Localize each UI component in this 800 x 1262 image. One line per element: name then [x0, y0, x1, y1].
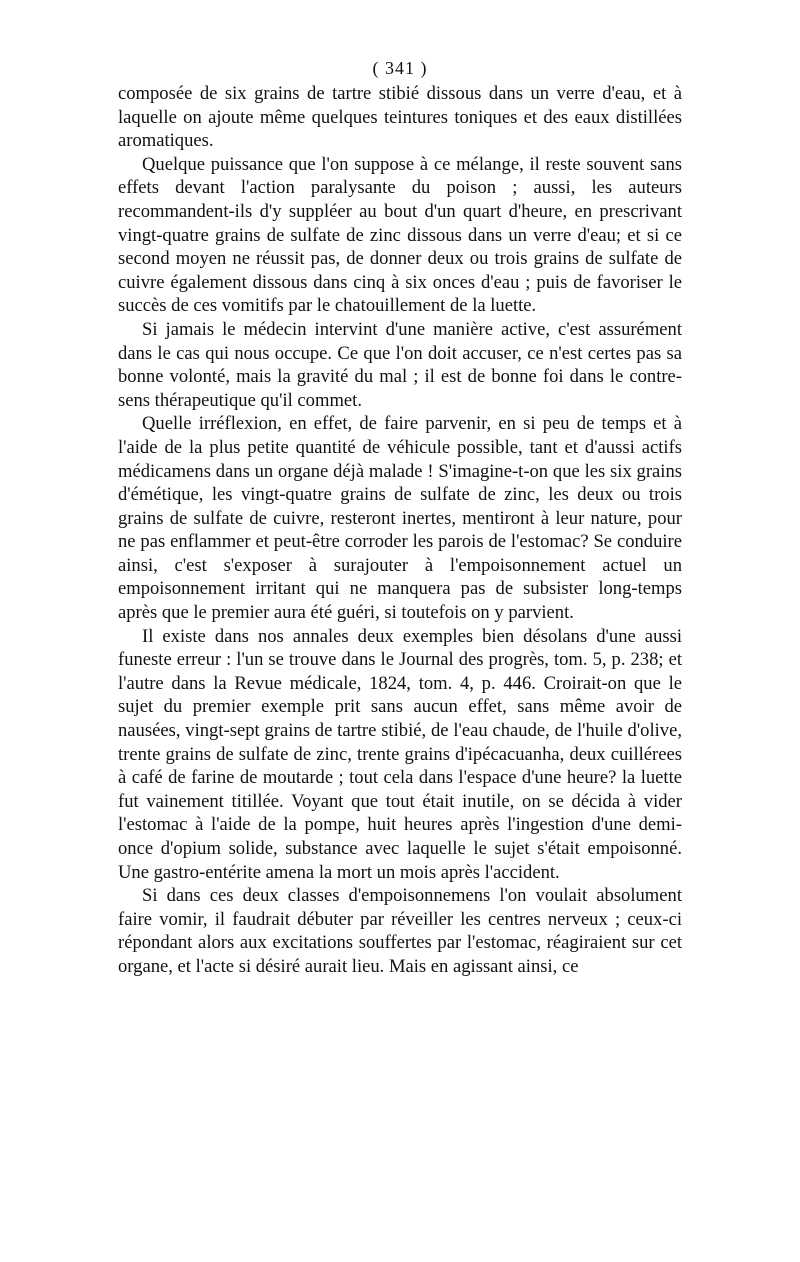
paragraph-physician-intervention: Si jamais le médecin intervint d'une manière active, c'est assurément dans le cas qui nous occupe. Ce que l'on doit accuser, ce n'est certes pas sa bonne volonté, mais la gravité du mal ; il est de bonne foi dans le contre-sens thérapeutique qu'il commet. — [118, 318, 682, 411]
book-page — [118, 56, 682, 979]
paragraph-mixture-effects: Quelque puissance que l'on suppose à ce mélange, il reste souvent sans effets devant l'action paralysante du poison ; aussi, les auteurs recommandent-ils d'y suppléer au bout d'un quart d'heure, en prescrivant vingt-quatre grains de sulfate de zinc dissous dans un verre d'eau; et si ce second moyen ne réussit pas, de donner deux ou trois grains de sulfate de cuivre également dissous dans cinq à six onces d'eau ; puis de favoriser le succès de ces vomitifs par le chatouillement de la luette. — [118, 153, 682, 317]
paragraph-two-examples: Il existe dans nos annales deux exemples bien désolans d'une aussi funeste erreur : l'un se trouve dans le Journal des progrès, tom. 5, p. 238; et l'autre dans la Revue médicale, 1824, tom. 4, p. 446. Croirait-on que le sujet du premier exemple prit sans aucun effet, sans même avoir de nausées, vingt-sept grains de tartre stibié, de l'eau chaude, de l'huile d'olive, trente grains de sulfate de zinc, trente grains d'ipécacuanha, deux cuillérees à café de farine de moutarde ; tout cela dans l'espace d'une heure? la luette fut vainement titillée. Voyant que tout était inutile, on se décida à vider l'estomac à l'aide de la pompe, huit heures après l'ingestion d'une demi-once d'opium solide, substance avec laquelle le sujet s'était empoisonné. Une gastro-entérite amena la mort un mois après l'accident. — [118, 625, 682, 883]
paragraph-irreflexion: Quelle irréflexion, en effet, de faire parvenir, en si peu de temps et à l'aide de la plus petite quantité de véhicule possible, tant et d'aussi actifs médicamens dans un organe déjà malade ! S'imagine-t-on que les six grains d'émétique, les vingt-quatre grains de sulfate de zinc, les deux ou trois grains de sulfate de cuivre, resteront inertes, mentiront à leur nature, pour ne pas enflammer et peut-être corroder les parois de l'estomac? Se conduire ainsi, c'est s'exposer à surajouter à l'empoisonnement actuel un empoisonnement irritant qui ne manquera pas de subsister long-temps après que le premier aura été guéri, si toutefois on y parvient. — [118, 413, 682, 624]
paragraph-continuation: composée de six grains de tartre stibié dissous dans un verre d'eau, et à laquelle on ajoute même quelques teintures toniques et des eaux distillées aromatiques. — [118, 83, 682, 152]
page-number: ( 341 ) — [372, 58, 428, 78]
paragraph-nervous-centres: Si dans ces deux classes d'empoisonnemens l'on voulait absolument faire vomir, il faudrait débuter par réveiller les centres nerveux ; ceux-ci répondant alors aux excitations souffertes par l'estomac, réagiraient sur cet organe, et l'acte si désiré aurait lieu. Mais en agissant ainsi, ce — [118, 885, 682, 977]
